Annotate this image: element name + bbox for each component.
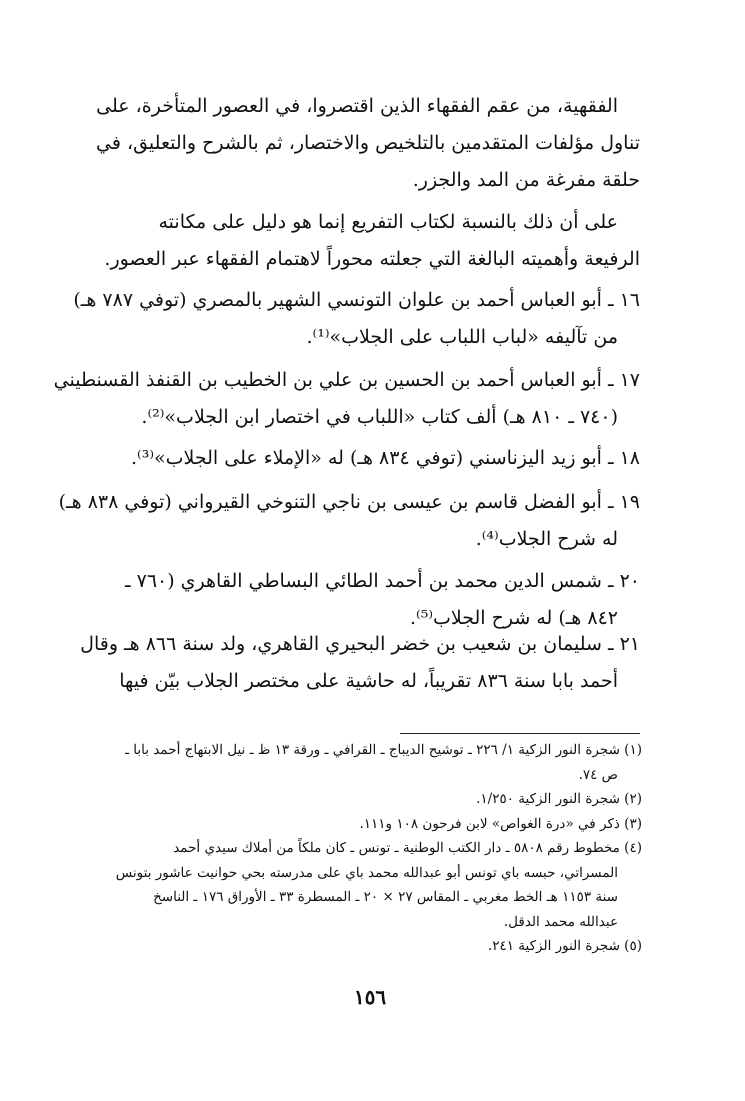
- page-number: ١٥٦: [353, 985, 387, 1009]
- footnote-line: عبدالله محمد الدقل.: [503, 913, 618, 930]
- footnote-5: [80, 934, 642, 959]
- entry-line: ٢٠ ـ شمس الدين محمد بن أحمد الطائي البساطي القاهري (٧٦٠ ـ: [125, 570, 640, 592]
- entry-line: ٨٤٢ هـ) له شرح الجلاب⁽⁵⁾.: [410, 607, 618, 629]
- entry-line: من تآليفه «لباب اللباب على الجلاب»⁽¹⁾.: [306, 326, 618, 348]
- entry-line: أحمد بابا سنة ٨٣٦ تقريباً، له حاشية على مختصر الجلاب بيّن فيها: [119, 670, 618, 692]
- entry-16: [73, 282, 640, 356]
- footnote-line: (٥) شجرة النور الزكية ٢٤١.: [487, 938, 642, 954]
- footnote-line: سنة ١١٥٣ هـ الخط مغربي ـ المقاس ٢٧ × ٢٠ ـ المسطرة ٣٣ ـ الأوراق ١٧٦ ـ الناسخ: [153, 889, 618, 905]
- text-line: الرفيعة وأهميته البالغة التي جعلته محوراً لاهتمام الفقهاء عبر العصور.: [104, 248, 640, 270]
- footnote-line: (١) شجرة النور الزكية ١/ ٢٢٦ ـ توشيح الديباج ـ القرافي ـ ورقة ١٣ ظ ـ نيل الابتهاج أحمد بابا ـ: [125, 742, 642, 758]
- entry-19: [58, 484, 640, 558]
- paragraph-2: [80, 204, 640, 278]
- entry-line: ١٩ ـ أبو الفضل قاسم بن عيسى بن ناجي التنوخي القيرواني (توفي ٨٣٨ هـ): [58, 491, 640, 513]
- footnotes: [80, 738, 642, 959]
- entry-21: [80, 626, 640, 700]
- paragraph-1: [80, 88, 640, 199]
- entry-line: له شرح الجلاب⁽⁴⁾.: [475, 528, 618, 550]
- text-line: حلقة مفرغة من المد والجزر.: [412, 169, 640, 191]
- footnote-line: المسراتي، حبسه باي تونس أبو عبدالله محمد باي على مدرسته بحي حوانيت عاشور بتونس: [115, 864, 618, 881]
- entry-line: (٧٤٠ ـ ٨١٠ هـ) ألف كتاب «اللباب في اختصار ابن الجلاب»⁽²⁾.: [141, 406, 618, 428]
- entry-line: ١٨ ـ أبو زيد اليزناسني (توفي ٨٣٤ هـ) له «الإملاء على الجلاب»⁽³⁾.: [131, 447, 640, 469]
- footnote-line: ص ٧٤.: [578, 766, 618, 783]
- footnote-2: [80, 787, 642, 812]
- entry-line: ١٦ ـ أبو العباس أحمد بن علوان التونسي الشهير بالمصري (توفي ٧٨٧ هـ): [73, 289, 640, 311]
- main-text: [80, 88, 640, 199]
- entry-line: ١٧ ـ أبو العباس أحمد بن الحسين بن علي بن الخطيب بن القنفذ القسنطيني: [53, 369, 640, 391]
- footnote-4: [80, 836, 642, 934]
- footnote-line: (٤) مخطوط رقم ٥٨٠٨ ـ دار الكتب الوطنية ـ تونس ـ كان ملكاً من أملاك سيدي أحمد: [173, 840, 642, 856]
- footnote-3: [80, 812, 642, 837]
- text-line: تناول مؤلفات المتقدمين بالتلخيص والاختصار، ثم بالشرح والتعليق، في: [96, 132, 640, 154]
- text-line: على أن ذلك بالنسبة لكتاب التفريع إنما هو دليل على مكانته: [158, 211, 618, 233]
- main-text-2: [80, 204, 640, 278]
- footnote-divider: [400, 733, 640, 734]
- entry-17: [53, 362, 640, 436]
- entry-18: [80, 440, 640, 477]
- footnote-line: (٣) ذكر في «درة الغواص» لابن فرحون ١٠٨ و١١١.: [359, 815, 642, 832]
- footnote-1: [80, 738, 642, 787]
- entry-line: ٢١ ـ سليمان بن شعيب بن خضر البحيري القاهري، ولد سنة ٨٦٦ هـ وقال: [80, 633, 640, 655]
- footnote-line: (٢) شجرة النور الزكية ١/٢٥٠.: [476, 791, 642, 807]
- text-line: الفقهية، من عقم الفقهاء الذين اقتصروا، في العصور المتأخرة، على: [96, 95, 618, 117]
